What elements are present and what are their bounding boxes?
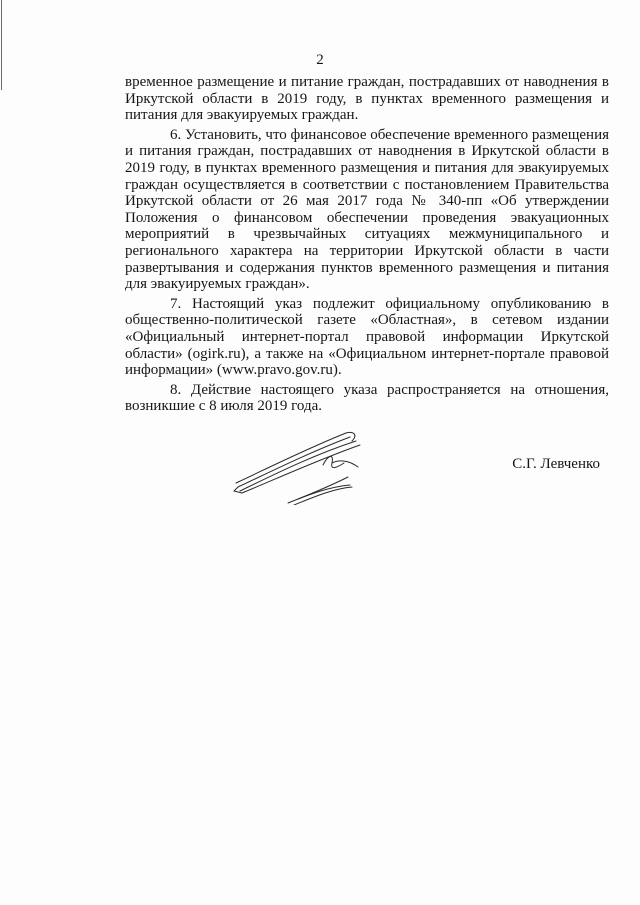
paragraph-8: 8. Действие настоящего указа распространяется на отношения, возникшие с 8 июля 2019 года.: [125, 381, 609, 415]
document-body: [125, 74, 609, 418]
paragraph-continuation: временное размещение и питание граждан, пострадавших от наводнения в Иркутской области в 2019 году, в пунктах временного размещения и питания для эвакуируемых граждан.: [125, 74, 609, 124]
scan-edge-line: [1, 0, 2, 90]
handwritten-signature: [228, 425, 378, 505]
signer-name: С.Г. Левченко: [512, 456, 600, 472]
paragraph-7: 7. Настоящий указ подлежит официальному опубликованию в общественно-политической газете «Областная», в сетевом издании «Официальный интернет-портал правовой информации Иркутской области» (ogirk.ru), а также на «Официальном интернет-портале правовой информации» (www.pravo.gov.ru).: [125, 295, 609, 379]
paragraph-6: 6. Установить, что финансовое обеспечение временного размещения и питания граждан, пострадавших от наводнения в Иркутской области в 2019 году, в пунктах временного размещения и питания для эвакуируемых граждан осуществляется в соответствии с постановлением Правительства Иркутской области от 26 мая 2017 года № 340-пп «Об утверждении Положения о финансовом обеспечении проведения эвакуационных мероприятий в чрезвычайных ситуациях межмуниципального и регионального характера на территории Иркутской области в части развертывания и содержания пунктов временного размещения и питания для эвакуируемых граждан».: [125, 126, 609, 293]
page-number: 2: [316, 52, 324, 68]
